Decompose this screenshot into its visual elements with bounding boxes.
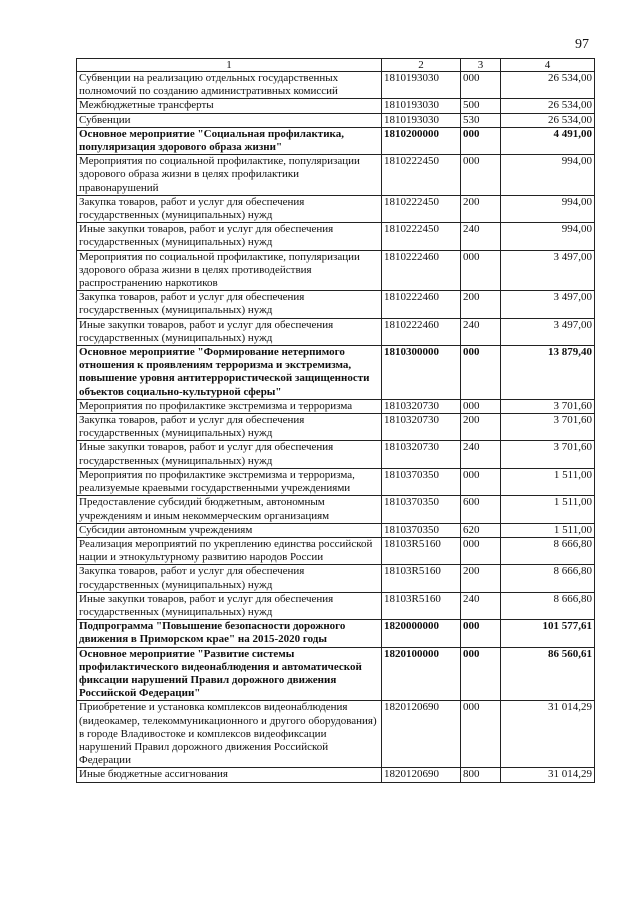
table-row <box>77 701 595 768</box>
row-type-cell: 800 <box>461 768 501 782</box>
row-code-cell: 1810222460 <box>382 291 461 318</box>
row-name-cell: Закупка товаров, работ и услуг для обеспечения государственных (муниципальных) нужд <box>77 565 382 592</box>
table-row <box>77 647 595 701</box>
row-type-cell: 000 <box>461 647 501 701</box>
table-row <box>77 565 595 592</box>
row-type-cell: 600 <box>461 496 501 523</box>
row-code-cell: 1820100000 <box>382 647 461 701</box>
row-amount-cell: 994,00 <box>501 155 595 196</box>
row-code-cell: 1810193030 <box>382 99 461 113</box>
table-row <box>77 523 595 537</box>
row-name-cell: Иные бюджетные ассигнования <box>77 768 382 782</box>
table-row <box>77 537 595 564</box>
row-code-cell: 1810222450 <box>382 195 461 222</box>
row-name-cell: Закупка товаров, работ и услуг для обеспечения государственных (муниципальных) нужд <box>77 195 382 222</box>
row-amount-cell: 13 879,40 <box>501 346 595 400</box>
row-code-cell: 1810320730 <box>382 414 461 441</box>
row-code-cell: 18103R5160 <box>382 565 461 592</box>
row-code-cell: 1810370350 <box>382 468 461 495</box>
row-type-cell: 000 <box>461 155 501 196</box>
table-row <box>77 127 595 154</box>
row-amount-cell: 994,00 <box>501 223 595 250</box>
row-code-cell: 1810370350 <box>382 523 461 537</box>
table-row <box>77 768 595 782</box>
row-type-cell: 000 <box>461 250 501 291</box>
row-name-cell: Мероприятия по социальной профилактике, популяризации здорового образа жизни в целях профилактики правонарушений <box>77 155 382 196</box>
row-type-cell: 500 <box>461 99 501 113</box>
row-type-cell: 240 <box>461 223 501 250</box>
row-code-cell: 18103R5160 <box>382 592 461 619</box>
row-amount-cell: 86 560,61 <box>501 647 595 701</box>
row-type-cell: 620 <box>461 523 501 537</box>
row-type-cell: 000 <box>461 399 501 413</box>
row-type-cell: 000 <box>461 72 501 99</box>
table-row <box>77 155 595 196</box>
table-row <box>77 414 595 441</box>
table-row <box>77 399 595 413</box>
row-code-cell: 1820120690 <box>382 768 461 782</box>
row-amount-cell: 101 577,61 <box>501 620 595 647</box>
table-row <box>77 291 595 318</box>
row-amount-cell: 3 497,00 <box>501 318 595 345</box>
row-name-cell: Основное мероприятие "Развитие системы профилактического видеонаблюдения и автоматической фиксации нарушений Правил дорожного движения Российской Федерации" <box>77 647 382 701</box>
row-name-cell: Предоставление субсидий бюджетным, автономным учреждениям и иным некоммерческим организациям <box>77 496 382 523</box>
table-header-row <box>77 59 595 72</box>
row-code-cell: 1810200000 <box>382 127 461 154</box>
row-name-cell: Межбюджетные трансферты <box>77 99 382 113</box>
row-code-cell: 1810222460 <box>382 318 461 345</box>
row-name-cell: Мероприятия по профилактике экстремизма и терроризма, реализуемые краевыми государственными учреждениями <box>77 468 382 495</box>
row-amount-cell: 1 511,00 <box>501 523 595 537</box>
row-type-cell: 530 <box>461 113 501 127</box>
budget-table <box>76 58 595 783</box>
table-row <box>77 620 595 647</box>
row-code-cell: 1810222450 <box>382 223 461 250</box>
row-amount-cell: 1 511,00 <box>501 496 595 523</box>
table-row <box>77 223 595 250</box>
row-name-cell: Приобретение и установка комплексов видеонаблюдения (видеокамер, телекоммуникационного и другого оборудования) в городе Владивостоке и комплексов видеофиксации нарушений Правил дорожного движения Российской Федерации <box>77 701 382 768</box>
row-type-cell: 000 <box>461 701 501 768</box>
row-type-cell: 000 <box>461 127 501 154</box>
column-header-3: 3 <box>461 59 501 72</box>
row-name-cell: Подпрограмма "Повышение безопасности дорожного движения в Приморском крае" на 2015-2020 годы <box>77 620 382 647</box>
row-type-cell: 200 <box>461 414 501 441</box>
table-row <box>77 441 595 468</box>
row-code-cell: 1810193030 <box>382 72 461 99</box>
table-row <box>77 346 595 400</box>
row-amount-cell: 3 497,00 <box>501 291 595 318</box>
row-name-cell: Субвенции <box>77 113 382 127</box>
row-name-cell: Закупка товаров, работ и услуг для обеспечения государственных (муниципальных) нужд <box>77 414 382 441</box>
row-type-cell: 200 <box>461 291 501 318</box>
row-code-cell: 1820000000 <box>382 620 461 647</box>
row-name-cell: Иные закупки товаров, работ и услуг для обеспечения государственных (муниципальных) нужд <box>77 318 382 345</box>
row-amount-cell: 4 491,00 <box>501 127 595 154</box>
row-name-cell: Закупка товаров, работ и услуг для обеспечения государственных (муниципальных) нужд <box>77 291 382 318</box>
row-type-cell: 200 <box>461 195 501 222</box>
row-code-cell: 1810222460 <box>382 250 461 291</box>
table-body <box>77 72 595 783</box>
row-type-cell: 200 <box>461 565 501 592</box>
table-row <box>77 318 595 345</box>
row-amount-cell: 8 666,80 <box>501 565 595 592</box>
table-row <box>77 468 595 495</box>
row-name-cell: Иные закупки товаров, работ и услуг для обеспечения государственных (муниципальных) нужд <box>77 223 382 250</box>
table-row <box>77 72 595 99</box>
row-amount-cell: 31 014,29 <box>501 701 595 768</box>
row-code-cell: 1810320730 <box>382 399 461 413</box>
row-type-cell: 000 <box>461 620 501 647</box>
row-code-cell: 1810320730 <box>382 441 461 468</box>
table-row <box>77 496 595 523</box>
row-code-cell: 1810370350 <box>382 496 461 523</box>
column-header-4: 4 <box>501 59 595 72</box>
row-name-cell: Мероприятия по социальной профилактике, популяризации здорового образа жизни в целях противодействия распространению наркотиков <box>77 250 382 291</box>
row-amount-cell: 994,00 <box>501 195 595 222</box>
row-type-cell: 000 <box>461 346 501 400</box>
row-type-cell: 240 <box>461 592 501 619</box>
row-code-cell: 1820120690 <box>382 701 461 768</box>
row-amount-cell: 3 701,60 <box>501 414 595 441</box>
page-number: 97 <box>575 37 589 52</box>
row-amount-cell: 26 534,00 <box>501 72 595 99</box>
row-amount-cell: 26 534,00 <box>501 99 595 113</box>
table-row <box>77 195 595 222</box>
row-code-cell: 1810193030 <box>382 113 461 127</box>
row-name-cell: Иные закупки товаров, работ и услуг для обеспечения государственных (муниципальных) нужд <box>77 441 382 468</box>
row-amount-cell: 3 701,60 <box>501 399 595 413</box>
row-code-cell: 18103R5160 <box>382 537 461 564</box>
table-row <box>77 250 595 291</box>
row-code-cell: 1810300000 <box>382 346 461 400</box>
row-amount-cell: 3 701,60 <box>501 441 595 468</box>
column-header-2: 2 <box>382 59 461 72</box>
row-amount-cell: 3 497,00 <box>501 250 595 291</box>
row-amount-cell: 26 534,00 <box>501 113 595 127</box>
row-name-cell: Иные закупки товаров, работ и услуг для обеспечения государственных (муниципальных) нужд <box>77 592 382 619</box>
table-row <box>77 99 595 113</box>
row-name-cell: Реализация мероприятий по укреплению единства российской нации и этнокультурному развитию народов России <box>77 537 382 564</box>
row-name-cell: Субсидии автономным учреждениям <box>77 523 382 537</box>
row-name-cell: Основное мероприятие "Социальная профилактика, популяризация здорового образа жизни" <box>77 127 382 154</box>
column-header-1: 1 <box>77 59 382 72</box>
row-type-cell: 000 <box>461 468 501 495</box>
row-name-cell: Основное мероприятие "Формирование нетерпимого отношения к проявлениям терроризма и экстремизма, повышение уровня антитеррористической защищенности объектов социально-культурной сферы" <box>77 346 382 400</box>
row-type-cell: 240 <box>461 441 501 468</box>
row-amount-cell: 1 511,00 <box>501 468 595 495</box>
row-type-cell: 240 <box>461 318 501 345</box>
row-name-cell: Субвенции на реализацию отдельных государственных полномочий по созданию административных комиссий <box>77 72 382 99</box>
table-row <box>77 113 595 127</box>
row-type-cell: 000 <box>461 537 501 564</box>
row-code-cell: 1810222450 <box>382 155 461 196</box>
table-row <box>77 592 595 619</box>
row-amount-cell: 8 666,80 <box>501 592 595 619</box>
row-name-cell: Мероприятия по профилактике экстремизма и терроризма <box>77 399 382 413</box>
row-amount-cell: 31 014,29 <box>501 768 595 782</box>
row-amount-cell: 8 666,80 <box>501 537 595 564</box>
